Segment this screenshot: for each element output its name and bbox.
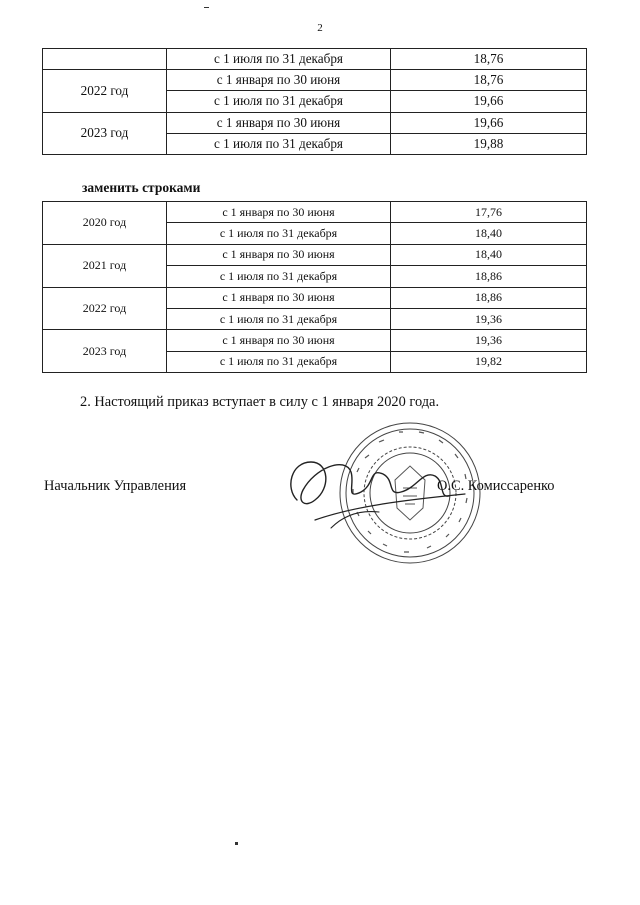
period-cell: с 1 июля по 31 декабря — [167, 133, 391, 154]
scan-speck — [204, 7, 209, 8]
value-cell: 19,88 — [391, 133, 587, 154]
value-cell: 18,76 — [391, 70, 587, 91]
year-cell: 2022 год — [43, 70, 167, 112]
signer-position: Начальник Управления — [44, 478, 187, 494]
value-cell: 19,82 — [391, 351, 587, 372]
period-cell: с 1 июля по 31 декабря — [167, 351, 391, 372]
value-cell: 19,66 — [391, 112, 587, 133]
period-cell: с 1 июля по 31 декабря — [167, 223, 391, 244]
period-cell: с 1 января по 30 июня — [167, 330, 391, 351]
table-row — [43, 330, 587, 351]
signer-name: О.С. Комиссаренко — [437, 478, 555, 494]
value-cell: 18,86 — [391, 287, 587, 308]
period-cell: с 1 января по 30 июня — [167, 287, 391, 308]
value-cell: 17,76 — [391, 202, 587, 223]
tariff-table-old — [42, 48, 587, 155]
period-cell: с 1 июля по 31 декабря — [167, 49, 391, 70]
period-cell: с 1 января по 30 июня — [167, 70, 391, 91]
period-cell: с 1 июля по 31 декабря — [167, 308, 391, 329]
value-cell: 18,40 — [391, 244, 587, 265]
scan-speck — [235, 842, 238, 845]
year-cell — [43, 49, 167, 70]
table-row — [43, 49, 587, 70]
value-cell: 18,76 — [391, 49, 587, 70]
replace-heading: заменить строками — [82, 180, 201, 195]
value-cell: 19,36 — [391, 330, 587, 351]
value-cell: 19,36 — [391, 308, 587, 329]
value-cell: 18,86 — [391, 266, 587, 287]
page-number: 2 — [317, 22, 323, 34]
tariff-table-new — [42, 201, 587, 373]
period-cell: с 1 июля по 31 декабря — [167, 91, 391, 112]
value-cell: 19,66 — [391, 91, 587, 112]
table-row — [43, 202, 587, 223]
table-row — [43, 287, 587, 308]
year-cell: 2021 год — [43, 244, 167, 287]
period-cell: с 1 января по 30 июня — [167, 202, 391, 223]
table-row — [43, 244, 587, 265]
year-cell: 2023 год — [43, 330, 167, 373]
table-row — [43, 112, 587, 133]
value-cell: 18,40 — [391, 223, 587, 244]
period-cell: с 1 июля по 31 декабря — [167, 266, 391, 287]
effective-date-clause: 2. Настоящий приказ вступает в силу с 1 января 2020 года. — [80, 394, 440, 410]
table-row — [43, 70, 587, 91]
year-cell: 2023 год — [43, 112, 167, 154]
year-cell: 2022 год — [43, 287, 167, 330]
period-cell: с 1 января по 30 июня — [167, 244, 391, 265]
year-cell: 2020 год — [43, 202, 167, 245]
period-cell: с 1 января по 30 июня — [167, 112, 391, 133]
